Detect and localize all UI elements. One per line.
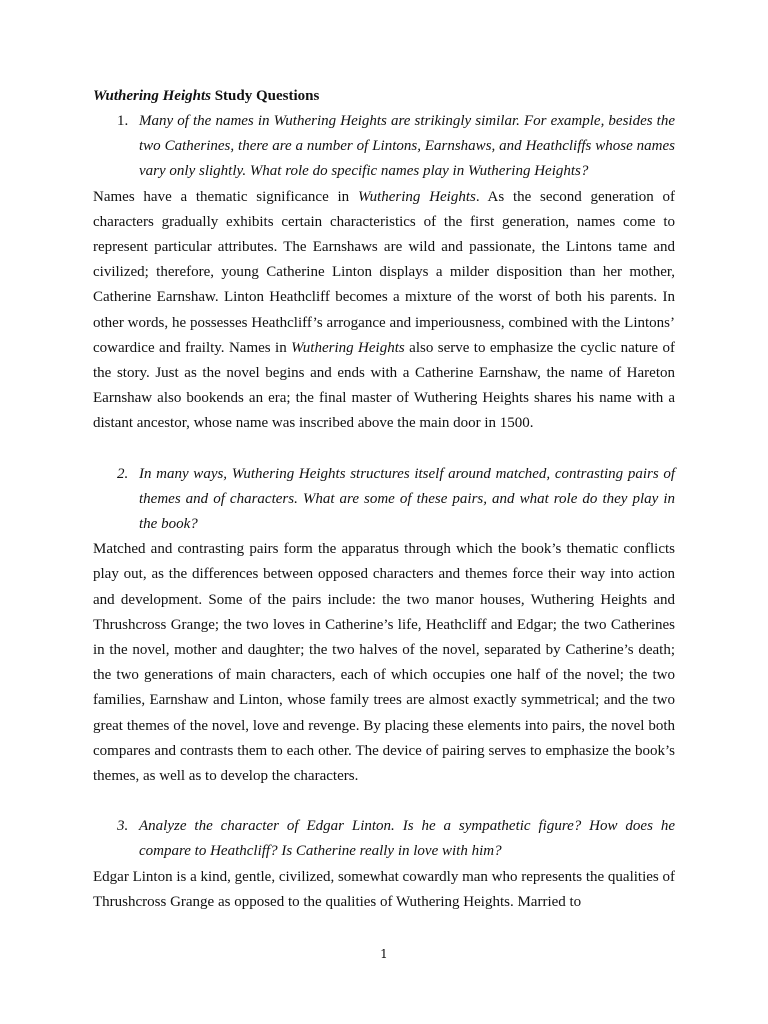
answer-text: also serve to emphasize the cyclic nature of the story. Just as the novel begins and ends with a Catherine Earnshaw, the name of Hareton Earnshaw also bookends an era; the final master of Wuthering Heights shares his name with a distant ancestor, whose name was inscribed above the main door in 1500. xyxy=(93,339,675,432)
spacer xyxy=(93,789,675,814)
question-number: 2. xyxy=(117,465,129,482)
spacer xyxy=(93,437,675,462)
question-text: Many of the names in Wuthering Heights are strikingly similar. For example, besides the two Catherines, there are a number of Lintons, Earnshaws, and Heathcliffs whose names vary only slightly. What role do specific names play in Wuthering Heights? xyxy=(139,113,675,180)
question-text: In many ways, Wuthering Heights structures itself around matched, contrasting pairs of themes and of characters. What are some of these pairs, and what role do they play in the book? xyxy=(139,465,675,533)
question-number: 1. xyxy=(117,113,129,129)
answer-italic: Wuthering Heights xyxy=(357,188,476,205)
question-2 xyxy=(93,462,675,538)
document-title xyxy=(93,84,675,109)
question-text: Analyze the character of Edgar Linton. Is he a sympathetic figure? How does he compare to Heathcliff? Is Catherine really in love with him? xyxy=(139,818,675,860)
document-page xyxy=(93,84,675,915)
answer-3: Edgar Linton is a kind, gentle, civilized, somewhat cowardly man who represents the qualities of Thrushcross Grange as opposed to the qualities of Wuthering Heights. Married to xyxy=(93,868,675,910)
answer-2: Matched and contrasting pairs form the apparatus through which the book’s thematic conflicts play out, as the differences between opposed characters and themes force their way into action and development. Some of the pairs include: the two manor houses, Wuthering Heights and Thrushcross Grange; the two loves in Catherine’s life, Heathcliff and Edgar; the two Catherines in the novel, mother and daughter; the two halves of the novel, separated by Catherine’s death; the two generations of main characters, each of which occupies one half of the novel; the two families, Earnshaw and Linton, whose family trees are almost exactly symmetrical; and the two great themes of the novel, love and revenge. By placing these elements into pairs, the novel both compares and contrasts them to each other. The device of pairing serves to emphasize the book’s themes, as well as to develop the characters. xyxy=(93,541,675,785)
question-3 xyxy=(93,814,675,864)
title-rest: Study Questions xyxy=(210,88,320,104)
page-number: 1 xyxy=(380,947,388,961)
answer-text: . As the second generation of characters gradually exhibits certain characteristics of the first generation, names come to represent particular attributes. The Earnshaws are wild and passionate, the Lintons tame and civilized; therefore, young Catherine Linton displays a milder disposition than her mother, Catherine Earnshaw. Linton Heathcliff becomes a mixture of the worst of both his parents. In other words, he possesses Heathcliff’s arrogance and imperiousness, combined with the Lintons’ cowardice and frailty. Names in xyxy=(93,188,675,356)
question-number: 3. xyxy=(117,818,129,835)
answer-italic: Wuthering Heights xyxy=(291,339,405,356)
question-1 xyxy=(93,109,675,185)
answer-1 xyxy=(93,185,675,437)
answer-text: Names have a thematic significance in xyxy=(93,188,358,205)
title-italic: Wuthering Heights xyxy=(93,88,211,104)
